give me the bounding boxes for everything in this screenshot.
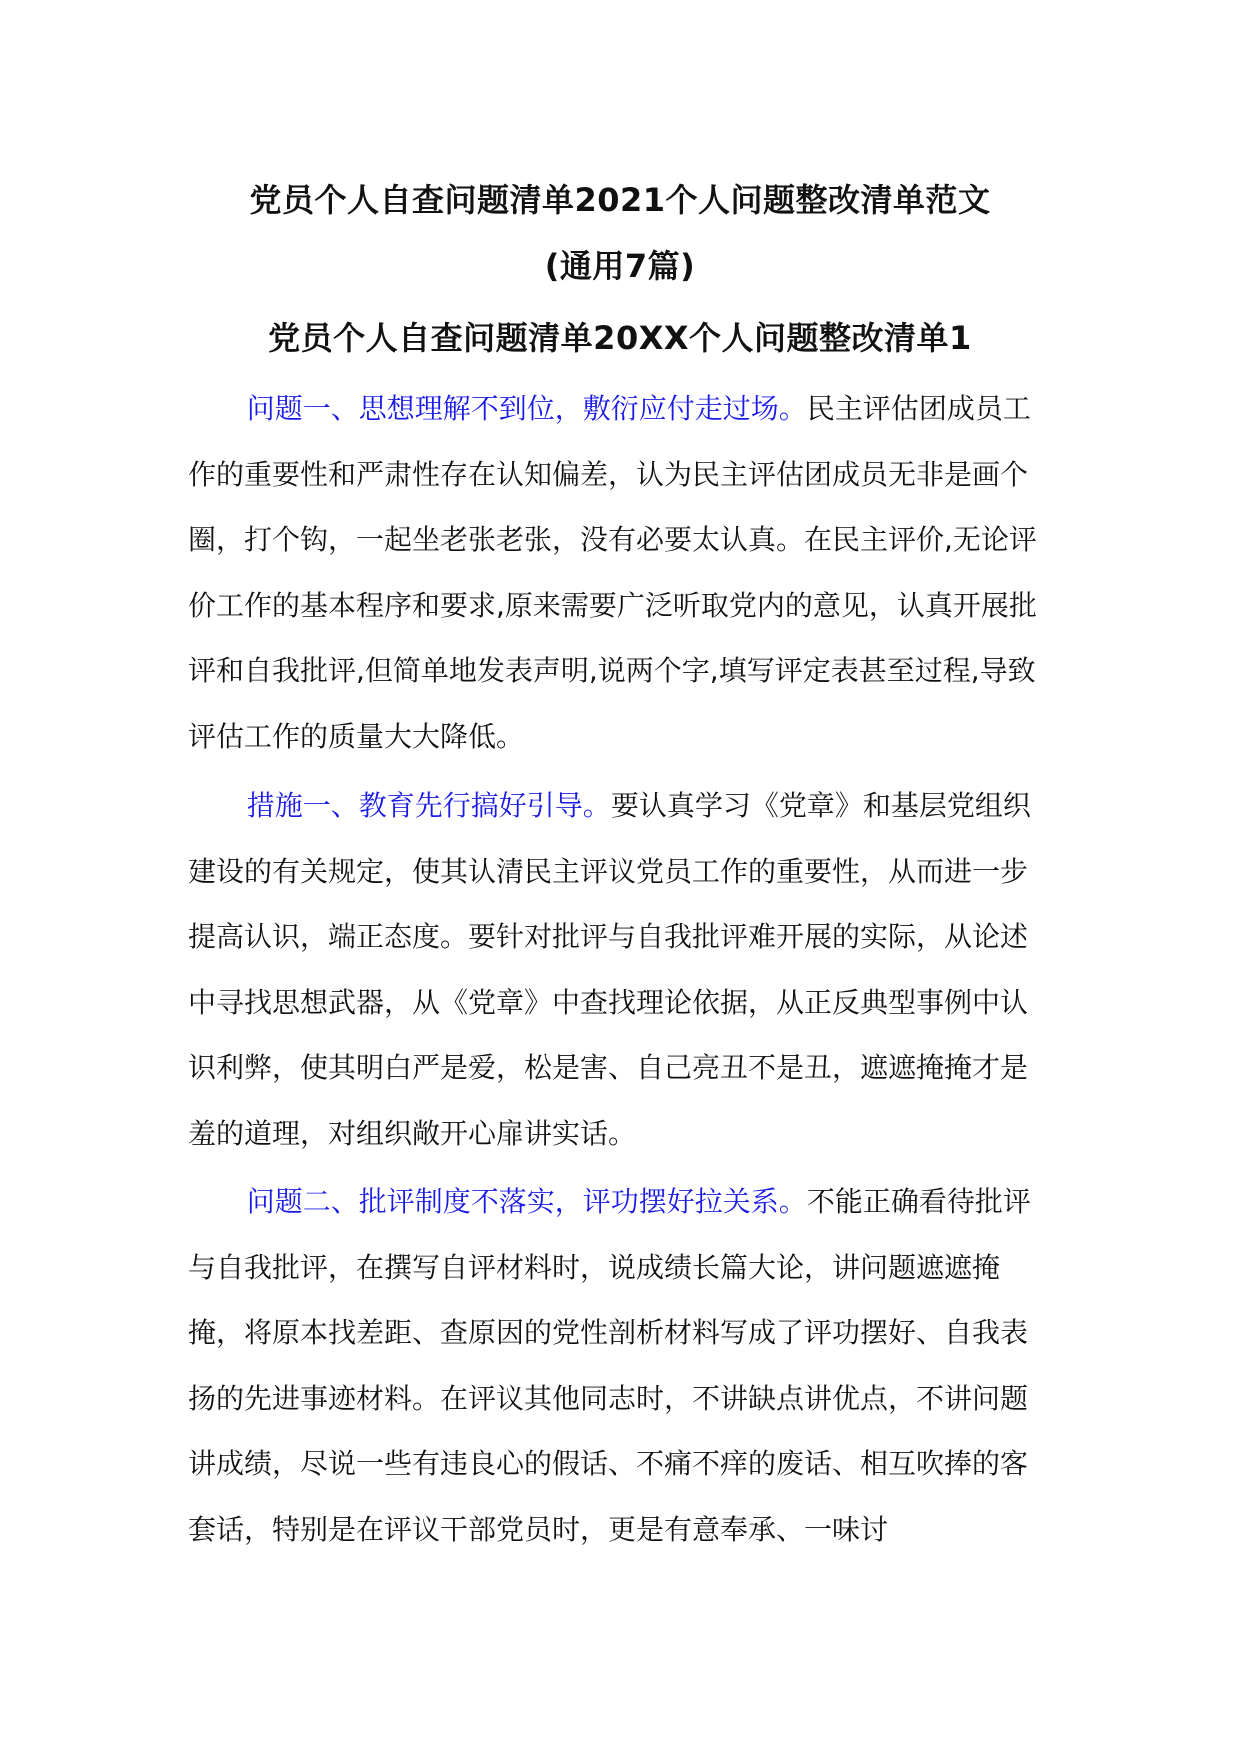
- paragraph-lead: 措施一、教育先行搞好引导。: [246, 789, 611, 822]
- paragraph-measure-1: [188, 773, 1044, 1166]
- paragraph-lead: 问题一、思想理解不到位，敷衍应付走过场。: [246, 392, 807, 425]
- section-title: 党员个人自查问题清单20XX个人问题整改清单1: [268, 319, 972, 357]
- document-title-line1: 党员个人自查问题清单2021个人问题整改清单范文: [249, 181, 991, 219]
- paragraph-text: 不能正确看待批评与自我批评，在撰写自评材料时，说成绩长篇大论，讲问题遮遮掩掩，将原本找差距、查原因的党性剖析材料写成了评功摆好、自我表扬的先进事迹材料。在评议其他同志时，不讲缺点讲优点，不讲问题讲成绩，尽说一些有违良心的假话、不痛不痒的废话、相互吹捧的客套话，特别是在评议干部党员时，更是有意奉承、一味讨: [188, 1185, 1031, 1546]
- document-title-line2: (通用7篇): [544, 247, 696, 285]
- paragraph-problem-2: [188, 1169, 1044, 1562]
- paragraph-problem-1: [188, 376, 1044, 769]
- paragraph-lead: 问题二、批评制度不落实，评功摆好拉关系。: [246, 1185, 807, 1218]
- paragraph-text: 民主评估团成员工作的重要性和严肃性存在认知偏差，认为民主评估团成员无非是画个圈，打个钩，一起坐老张老张，没有必要太认真。在民主评价,无论评价工作的基本程序和要求,原来需要广泛听取党内的意见，认真开展批评和自我批评,但简单地发表声明,说两个字,填写评定表甚至过程,导致评估工作的质量大大降低。: [188, 392, 1037, 753]
- paragraph-text: 要认真学习《党章》和基层党组织建设的有关规定，使其认清民主评议党员工作的重要性，从而进一步提高认识，端正态度。要针对批评与自我批评难开展的实际，从论述中寻找思想武器，从《党章》中查找理论依据，从正反典型事例中认识利弊，使其明白严是爱，松是害、自己亮丑不是丑，遮遮掩掩才是羞的道理，对组织敞开心扉讲实话。: [188, 789, 1031, 1150]
